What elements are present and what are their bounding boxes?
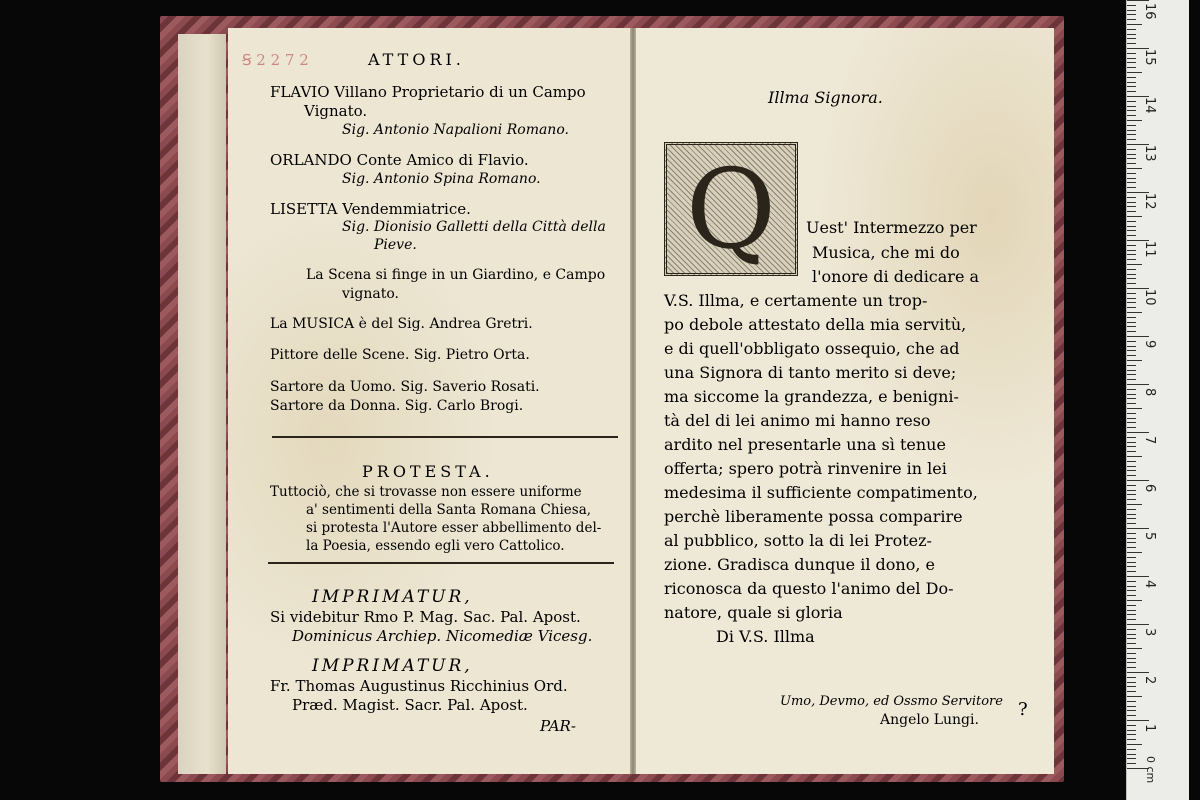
- ruler-tick: [1127, 509, 1136, 510]
- ruler-mark-13: 13: [1142, 145, 1157, 162]
- ruler-tick: [1127, 149, 1136, 150]
- ruler-tick: [1127, 562, 1136, 563]
- protest-line-4: la Poesia, essendo egli vero Cattolico.: [306, 538, 565, 554]
- imprimatur-1-line-1: Si videbitur Rmo P. Mag. Sac. Pal. Apost.: [270, 608, 581, 626]
- ruler-tick: [1127, 259, 1136, 260]
- ruler-mark-14: 14: [1142, 97, 1157, 114]
- ruler-tick: [1127, 475, 1136, 476]
- ruler-tick: [1127, 317, 1136, 318]
- ruler-tick: [1127, 600, 1142, 601]
- ruler-tick: [1127, 86, 1136, 87]
- ruler-unit-label: 0 cm: [1144, 756, 1157, 784]
- ruler-tick: [1127, 581, 1136, 582]
- ruler-tick: [1127, 336, 1149, 337]
- ruler-tick: [1127, 648, 1142, 649]
- ruler-tick: [1127, 437, 1136, 438]
- ruler-tick: [1127, 293, 1136, 294]
- ruler-mark-8: 8: [1142, 388, 1157, 397]
- margin-mark: ?: [1018, 699, 1028, 720]
- ruler-tick: [1127, 710, 1136, 711]
- ruler-mark-3: 3: [1142, 628, 1157, 637]
- ruler-tick: [1127, 307, 1136, 308]
- tailor-man-credit: Sartore da Uomo. Sig. Saverio Rosati.: [270, 379, 540, 395]
- body-line-9: tà del di lei animo mi hanno reso: [664, 411, 931, 430]
- ruler-tick: [1127, 461, 1136, 462]
- ruler-tick: [1127, 456, 1142, 457]
- ruler-tick: [1127, 504, 1142, 505]
- ruler-tick: [1127, 442, 1136, 443]
- ruler-tick: [1127, 197, 1136, 198]
- ruler-tick: [1127, 14, 1136, 15]
- ruler-tick: [1127, 682, 1136, 683]
- woodcut-initial-q: [664, 142, 798, 276]
- body-line-13: perchè liberamente possa comparire: [664, 507, 963, 526]
- body-line-10: ardito nel presentarle una sì tenue: [664, 435, 946, 454]
- ruler-tick: [1127, 696, 1142, 697]
- ruler-tick: [1127, 725, 1136, 726]
- protest-line-3: si protesta l'Autore esser abbellimento del-: [306, 520, 602, 536]
- ruler-tick: [1127, 283, 1136, 284]
- ruler-tick: [1127, 154, 1136, 155]
- ruler-tick: [1127, 245, 1136, 246]
- ruler-tick: [1127, 494, 1136, 495]
- ruler-tick: [1127, 403, 1136, 404]
- ruler-tick: [1127, 629, 1136, 630]
- ruler-tick: [1127, 5, 1136, 6]
- imprimatur-2-line-2: Præd. Magist. Sacr. Pal. Apost.: [292, 696, 528, 714]
- ruler-mark-9: 9: [1142, 340, 1157, 349]
- ruler-tick: [1127, 691, 1136, 692]
- ruler-tick: [1127, 365, 1136, 366]
- ruler-mark-12: 12: [1142, 193, 1157, 210]
- tailor-woman-credit: Sartore da Donna. Sig. Carlo Brogi.: [270, 398, 524, 414]
- ruler-tick: [1127, 274, 1136, 275]
- ruler-tick: [1127, 374, 1136, 375]
- cast-actor-flavio: Sig. Antonio Napalioni Romano.: [342, 122, 569, 138]
- ruler-tick: [1127, 706, 1136, 707]
- ruler-tick: [1127, 379, 1136, 380]
- ruler-tick: [1127, 730, 1136, 731]
- ruler-tick: [1127, 499, 1136, 500]
- cast-actor-orlando: Sig. Antonio Spina Romano.: [342, 171, 541, 187]
- ruler-tick: [1127, 168, 1142, 169]
- cast-actor-lisetta-cont: Pieve.: [374, 237, 417, 253]
- ruler-mark-10: 10: [1142, 289, 1157, 306]
- ruler-tick: [1127, 0, 1149, 1]
- ruler-tick: [1127, 178, 1136, 179]
- ruler-tick: [1127, 384, 1149, 385]
- ruler-tick: [1127, 566, 1136, 567]
- ruler-tick: [1127, 610, 1136, 611]
- ruler-tick: [1127, 571, 1136, 572]
- ruler-tick: [1127, 418, 1136, 419]
- body-line-8: ma siccome la grandezza, e benigni-: [664, 387, 959, 406]
- ruler-tick: [1127, 82, 1136, 83]
- ruler-tick: [1127, 43, 1136, 44]
- ruler-tick: [1127, 158, 1136, 159]
- ruler-tick: [1127, 686, 1136, 687]
- ruler-tick: [1127, 106, 1136, 107]
- body-line-5: po debole attestato della mia servitù,: [664, 315, 967, 334]
- painter-credit: Pittore delle Scene. Sig. Pietro Orta.: [270, 347, 530, 363]
- ruler-tick: [1127, 758, 1136, 759]
- ruler-tick: [1127, 480, 1149, 481]
- ruler-mark-16: 16: [1142, 3, 1157, 20]
- cast-title: ATTORI.: [368, 50, 465, 69]
- body-line-7: una Signora di tanto merito si deve;: [664, 363, 957, 382]
- ruler-tick: [1127, 422, 1136, 423]
- ruler-tick: [1127, 322, 1136, 323]
- ruler-tick: [1127, 542, 1136, 543]
- ruler-tick: [1127, 614, 1136, 615]
- ruler-tick: [1127, 115, 1136, 116]
- body-line-16: riconosca da questo l'animo del Do-: [664, 579, 954, 598]
- body-line-12: medesima il sufficiente compatimento,: [664, 483, 978, 502]
- ruler-tick: [1127, 163, 1136, 164]
- body-line-2: Musica, che mi do: [812, 243, 960, 262]
- ruler-tick: [1127, 254, 1136, 255]
- body-line-11: offerta; spero potrà rinvenire in lei: [664, 459, 947, 478]
- ruler-tick: [1127, 235, 1136, 236]
- ruler-mark-2: 2: [1142, 676, 1157, 685]
- ruler-tick: [1127, 605, 1136, 606]
- ruler-tick: [1127, 398, 1136, 399]
- ruler-tick: [1127, 355, 1136, 356]
- body-line-1: Uest' Intermezzo per: [806, 218, 977, 237]
- ruler-tick: [1127, 749, 1136, 750]
- ruler-tick: [1127, 451, 1136, 452]
- ruler-tick: [1127, 653, 1136, 654]
- divider-2: [268, 562, 614, 564]
- ruler-tick: [1127, 331, 1136, 332]
- ruler-tick: [1127, 662, 1136, 663]
- ruler-tick: [1127, 658, 1136, 659]
- ruler-tick: [1127, 19, 1136, 20]
- ruler-tick: [1127, 624, 1149, 625]
- initial-letter: Q: [685, 145, 777, 273]
- ruler-tick: [1127, 763, 1136, 764]
- ruler-tick: [1127, 523, 1136, 524]
- ruler-tick: [1127, 715, 1136, 716]
- ruler-tick: [1127, 182, 1136, 183]
- body-line-17: natore, quale si gloria: [664, 603, 843, 622]
- music-credit: La MUSICA è del Sig. Andrea Gretri.: [270, 316, 533, 332]
- ruler-tick: [1127, 173, 1136, 174]
- ruler-tick: [1127, 269, 1136, 270]
- ruler-tick: [1127, 672, 1149, 673]
- imprimatur-2: IMPRIMATUR,: [312, 656, 473, 676]
- ruler-tick: [1127, 211, 1136, 212]
- ruler-tick: [1127, 586, 1136, 587]
- body-line-3: l'onore di dedicare a: [812, 267, 980, 286]
- ruler-tick: [1127, 389, 1136, 390]
- ruler-tick: [1127, 754, 1136, 755]
- ruler-tick: [1127, 221, 1136, 222]
- scene-line-2: vignato.: [342, 286, 399, 302]
- ruler-tick: [1127, 312, 1142, 313]
- library-stamp: Ꞩ 2 2 7 2: [242, 51, 309, 69]
- ruler-tick: [1127, 590, 1136, 591]
- ruler-mark-15: 15: [1142, 49, 1157, 66]
- signature-line: Umo, Devmo, ed Ossmo Servitore: [780, 694, 1003, 709]
- ruler-tick: [1127, 302, 1136, 303]
- ruler-tick: [1127, 576, 1149, 577]
- ruler-tick: [1127, 101, 1136, 102]
- ruler-tick: [1127, 341, 1136, 342]
- ruler-tick: [1127, 643, 1136, 644]
- ruler-tick: [1127, 58, 1136, 59]
- ruler-tick: [1127, 595, 1136, 596]
- ruler-tick: [1127, 408, 1142, 409]
- imprimatur-1-line-2: Dominicus Archiep. Nicomediæ Vicesg.: [292, 627, 593, 645]
- ruler-tick: [1127, 29, 1136, 30]
- cast-role-flavio: FLAVIO Villano Proprietario di un Campo: [270, 83, 586, 101]
- ruler-tick: [1127, 638, 1136, 639]
- body-line-14: al pubblico, sotto la di lei Protez-: [664, 531, 932, 550]
- closing: Di V.S. Illma: [716, 627, 815, 646]
- ruler-tick: [1127, 139, 1136, 140]
- ruler-tick: [1127, 53, 1136, 54]
- ruler-tick: [1127, 67, 1136, 68]
- ruler-tick: [1127, 634, 1136, 635]
- ruler-tick: [1127, 370, 1136, 371]
- ruler-tick: [1127, 326, 1136, 327]
- ruler-tick: [1127, 744, 1142, 745]
- ruler-mark-11: 11: [1142, 241, 1157, 258]
- body-line-4: V.S. Illma, e certamente un trop-: [664, 291, 928, 310]
- ruler-mark-4: 4: [1142, 580, 1157, 589]
- ruler-mark-6: 6: [1142, 484, 1157, 493]
- ruler-tick: [1127, 514, 1136, 515]
- ruler-tick: [1127, 125, 1136, 126]
- salutation: Illma Signora.: [768, 88, 883, 107]
- ruler-tick: [1127, 490, 1136, 491]
- ruler-tick: [1127, 528, 1149, 529]
- ruler-tick: [1127, 547, 1136, 548]
- ruler-tick: [1127, 230, 1136, 231]
- ruler-tick: [1127, 720, 1149, 721]
- ruler-tick: [1127, 77, 1136, 78]
- ruler-tick: [1127, 677, 1136, 678]
- ruler-tick: [1127, 552, 1142, 553]
- ruler-tick: [1127, 202, 1136, 203]
- ruler-tick: [1127, 470, 1136, 471]
- ruler-tick: [1127, 427, 1136, 428]
- ruler-tick: [1127, 413, 1136, 414]
- imprimatur-1: IMPRIMATUR,: [312, 587, 473, 607]
- ruler-tick: [1127, 91, 1136, 92]
- protest-line-2: a' sentimenti della Santa Romana Chiesa,: [306, 502, 592, 518]
- ruler-tick: [1127, 278, 1136, 279]
- ruler-tick: [1127, 264, 1142, 265]
- ruler-tick: [1127, 350, 1136, 351]
- ruler-tick: [1127, 518, 1136, 519]
- ruler-tick: [1127, 120, 1142, 121]
- body-line-15: zione. Gradisca dunque il dono, e: [664, 555, 935, 574]
- flyleaf: [178, 34, 226, 774]
- ruler-tick: [1127, 394, 1136, 395]
- ruler-tick: [1127, 446, 1136, 447]
- ruler-tick: [1127, 10, 1136, 11]
- cast-actor-lisetta: Sig. Dionisio Galletti della Città della: [342, 219, 606, 235]
- ruler-tick: [1127, 739, 1136, 740]
- signature-name: Angelo Lungi.: [880, 712, 979, 728]
- ruler-tick: [1127, 619, 1136, 620]
- ruler-tick: [1127, 734, 1136, 735]
- ruler-tick: [1127, 38, 1136, 39]
- ruler-tick: [1127, 533, 1136, 534]
- cast-role-lisetta: LISETTA Vendemmiatrice.: [270, 200, 471, 218]
- ruler-tick: [1127, 557, 1136, 558]
- ruler-tick: [1127, 72, 1142, 73]
- ruler-tick: [1127, 134, 1136, 135]
- ruler-tick: [1127, 485, 1136, 486]
- ruler-tick: [1127, 466, 1136, 467]
- ruler-tick: [1127, 701, 1136, 702]
- ruler-tick: [1127, 226, 1136, 227]
- ruler-tick: [1127, 130, 1136, 131]
- catchword: PAR-: [540, 717, 576, 735]
- ruler-tick: [1127, 360, 1142, 361]
- ruler-tick: [1127, 110, 1136, 111]
- imprimatur-2-line-1: Fr. Thomas Augustinus Ricchinius Ord.: [270, 677, 568, 695]
- ruler-tick: [1127, 62, 1136, 63]
- ruler-tick: [1127, 298, 1136, 299]
- protest-line-1: Tuttociò, che si trovasse non essere uniforme: [270, 484, 582, 500]
- ruler-tick: [1127, 216, 1142, 217]
- ruler-tick: [1127, 187, 1136, 188]
- ruler-tick: [1127, 250, 1136, 251]
- scene-line-1: La Scena si finge in un Giardino, e Campo: [306, 267, 606, 283]
- ruler-tick: [1127, 206, 1136, 207]
- ruler-mark-5: 5: [1142, 532, 1157, 541]
- ruler-tick: [1127, 34, 1136, 35]
- ruler-tick: [1127, 24, 1142, 25]
- body-line-6: e di quell'obbligato ossequio, che ad: [664, 339, 960, 358]
- ruler-mark-1: 1: [1142, 724, 1157, 733]
- ruler-tick: [1127, 667, 1136, 668]
- measurement-ruler: [1126, 0, 1189, 800]
- protest-title: PROTESTA.: [362, 462, 494, 481]
- ruler-tick: [1127, 538, 1136, 539]
- cast-role-flavio-cont: Vignato.: [304, 102, 368, 120]
- cast-role-orlando: ORLANDO Conte Amico di Flavio.: [270, 151, 529, 169]
- ruler-tick: [1127, 346, 1136, 347]
- ruler-mark-7: 7: [1142, 436, 1157, 445]
- ruler-tick: [1127, 432, 1149, 433]
- divider-1: [272, 436, 618, 438]
